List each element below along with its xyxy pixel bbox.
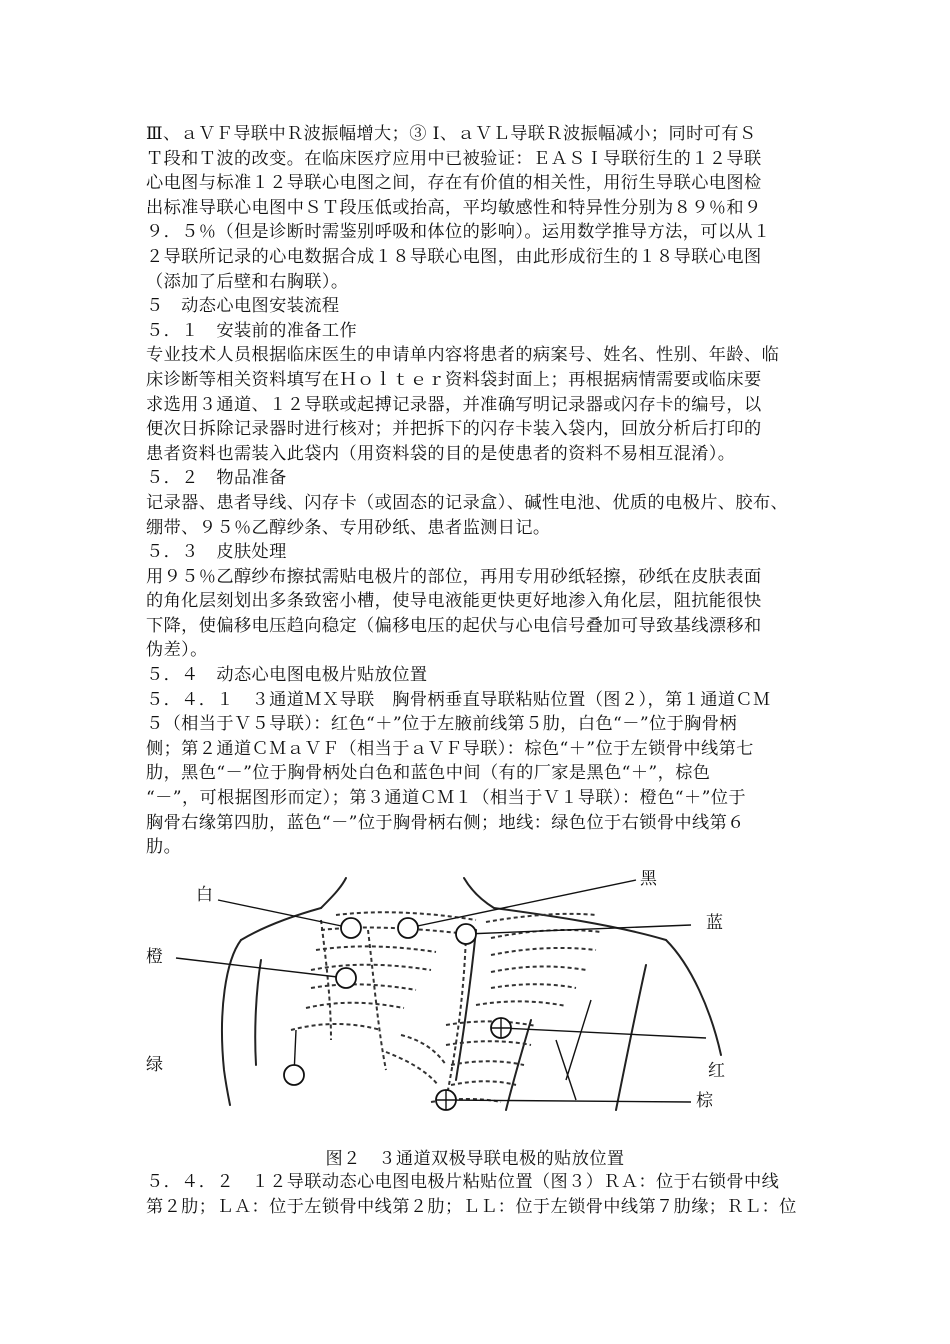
- leader-brown-2: [556, 1040, 576, 1100]
- rib: [306, 1003, 404, 1008]
- rib: [451, 1061, 524, 1065]
- text-line: 胸骨右缘第四肋，蓝色“－”位于胸骨柄右侧；地线：绿色位于右锁骨中线第６: [146, 812, 745, 833]
- text-line: 床诊断等相关资料填写在Ｈｏｌｔｅｒ资料袋封面上；再根据病情需要或临床要: [146, 369, 762, 390]
- subsection-heading: ５．４ 动态心电图电极片贴放位置: [146, 665, 428, 686]
- text-line: 患者资料也需装入此袋内（用资料袋的目的是使患者的资料不易相互混淆）。: [146, 443, 736, 464]
- rib: [321, 920, 331, 1040]
- text-line: 求选用３通道、１２导联或起搏记录器，并准确写明记录器或闪存卡的编号，以: [146, 394, 762, 415]
- rib: [491, 966, 586, 972]
- label-green: 绿: [146, 1055, 163, 1075]
- rib: [311, 965, 431, 970]
- rib: [451, 1081, 516, 1085]
- neck-left: [321, 878, 346, 908]
- text-line: 绷带、９５％乙醇纱条、专用砂纸、患者监测日记。: [146, 517, 551, 538]
- label-red: 红: [708, 1061, 725, 1081]
- text-line: 下降，使偏移电压趋向稳定（偏移电压的起伏与心电信号叠加可导致基线漂移和: [146, 615, 762, 636]
- text-line: 侧；第２通道ＣＭａＶＦ（相当于ａＶＦ导联）：棕色“＋”位于左锁骨中线第七: [146, 738, 754, 759]
- subsection-heading: ５．１ 安装前的准备工作: [146, 320, 358, 341]
- rib: [386, 1052, 438, 1085]
- text-line: 出标准导联心电图中ＳＴ段压低或抬高，平均敏感性和特异性分别为８９％和９: [146, 197, 762, 218]
- arm-left: [255, 960, 261, 1065]
- rib: [476, 1001, 566, 1006]
- body-text-top: [146, 122, 826, 860]
- electrode-blue: [456, 924, 476, 944]
- label-white: 白: [196, 885, 213, 905]
- text-line: 便次日拆除记录器时进行核对；并把拆下的闪存卡装入袋内，回放分析后打印的: [146, 419, 762, 440]
- electrode-orange: [336, 968, 356, 988]
- text-line: ５（相当于Ｖ５导联）：红色“＋”位于左腋前线第５肋，白色“－”位于胸骨柄: [146, 714, 737, 735]
- leader-black: [408, 880, 636, 928]
- leader-blue: [466, 925, 691, 934]
- text-line: “－”，可根据图形而定）；第３通道ＣＭ１（相当于Ｖ１导联）：橙色“＋”位于: [146, 788, 746, 809]
- figure-caption: 图２ ３通道双极导联电极的贴放位置: [325, 1149, 625, 1169]
- text-line: （添加了后壁和右胸联）。: [146, 271, 349, 292]
- text-line: ５．４．２ １２导联动态心电图电极片粘贴位置（图３）ＲＡ：位于右锁骨中线: [146, 1172, 780, 1192]
- section-heading: ５ 动态心电图安装流程: [146, 296, 340, 317]
- text-line: 用９５％乙醇纱布擦拭需贴电极片的部位，再用专用砂纸轻擦，砂纸在皮肤表面: [146, 566, 762, 587]
- electrode-green: [284, 1065, 304, 1085]
- text-line: Ⅲ、ａＶＦ导联中Ｒ波振幅增大；③ Ⅰ、ａＶＬ导联Ｒ波振幅减小；同时可有Ｓ: [146, 124, 757, 144]
- electrode-white: [341, 918, 361, 938]
- label-black: 黑: [640, 870, 657, 889]
- rib: [491, 984, 576, 988]
- subsection-heading: ５．３ 皮肤处理: [146, 542, 287, 563]
- rib: [316, 946, 436, 952]
- text-line: 的角化层刻划出多条致密小槽，使导电液能更快更好地渗入角化层，阻抗能很快: [146, 591, 762, 612]
- rib: [368, 930, 386, 1070]
- torso-right-lower: [616, 965, 646, 1110]
- text-line: Ｔ段和Ｔ波的改变。在临床医疗应用中已被验证：ＥＡＳＩ导联衍生的１２导联: [146, 148, 762, 169]
- rib: [291, 1024, 381, 1030]
- body-text-bottom: [146, 1170, 826, 1219]
- text-line: ９．５％（但是诊断时需鉴别呼吸和体位的影响）。运用数学推导方法，可以从１: [146, 222, 771, 243]
- rib: [446, 1041, 531, 1045]
- label-orange: 橙: [146, 947, 163, 967]
- leader-white: [218, 900, 351, 928]
- text-line: 肋，黑色“－”位于胸骨柄处白色和蓝色中间（有的厂家是黑色“＋”，棕色: [146, 763, 711, 784]
- rib: [401, 1035, 446, 1065]
- label-blue: 蓝: [706, 913, 723, 933]
- leader-brown: [446, 1100, 691, 1102]
- subsection-heading: ５．２ 物品准备: [146, 468, 287, 489]
- electrode-placement-figure: [146, 870, 766, 1115]
- leader-red-2: [566, 1000, 591, 1080]
- label-brown: 棕: [696, 1091, 713, 1111]
- text-line: ２导联所记录的心电数据合成１８导联心电图，由此形成衍生的１８导联心电图: [146, 246, 762, 267]
- leader-red: [501, 1028, 706, 1038]
- shoulder-right: [494, 908, 666, 940]
- electrode-black: [398, 918, 418, 938]
- text-line: 记录器、患者导线、闪存卡（或固态的记录盒）、碱性电池、优质的电极片、胶布、: [146, 492, 789, 513]
- text-line: 心电图与标准１２导联心电图之间，存在有价值的相关性，用衍生导联心电图检: [146, 173, 762, 194]
- text-line: 第２肋；ＬＡ：位于左锁骨中线第２肋；ＬＬ：位于左锁骨中线第７肋缘；ＲＬ：位: [146, 1196, 797, 1217]
- text-line: 专业技术人员根据临床医生的申请单内容将患者的病案号、姓名、性别、年龄、临: [146, 345, 780, 366]
- rib: [491, 948, 596, 955]
- torso-diagram: [146, 870, 766, 1115]
- rib: [311, 984, 416, 990]
- text-line: 伪差）。: [146, 640, 208, 661]
- text-line: ５．４．１ ３通道ＭＸ导联 胸骨柄垂直导联粘贴位置（图２），第１通道ＣＭ: [146, 689, 771, 710]
- neck-right: [464, 878, 494, 908]
- text-line: 肋。: [146, 837, 182, 858]
